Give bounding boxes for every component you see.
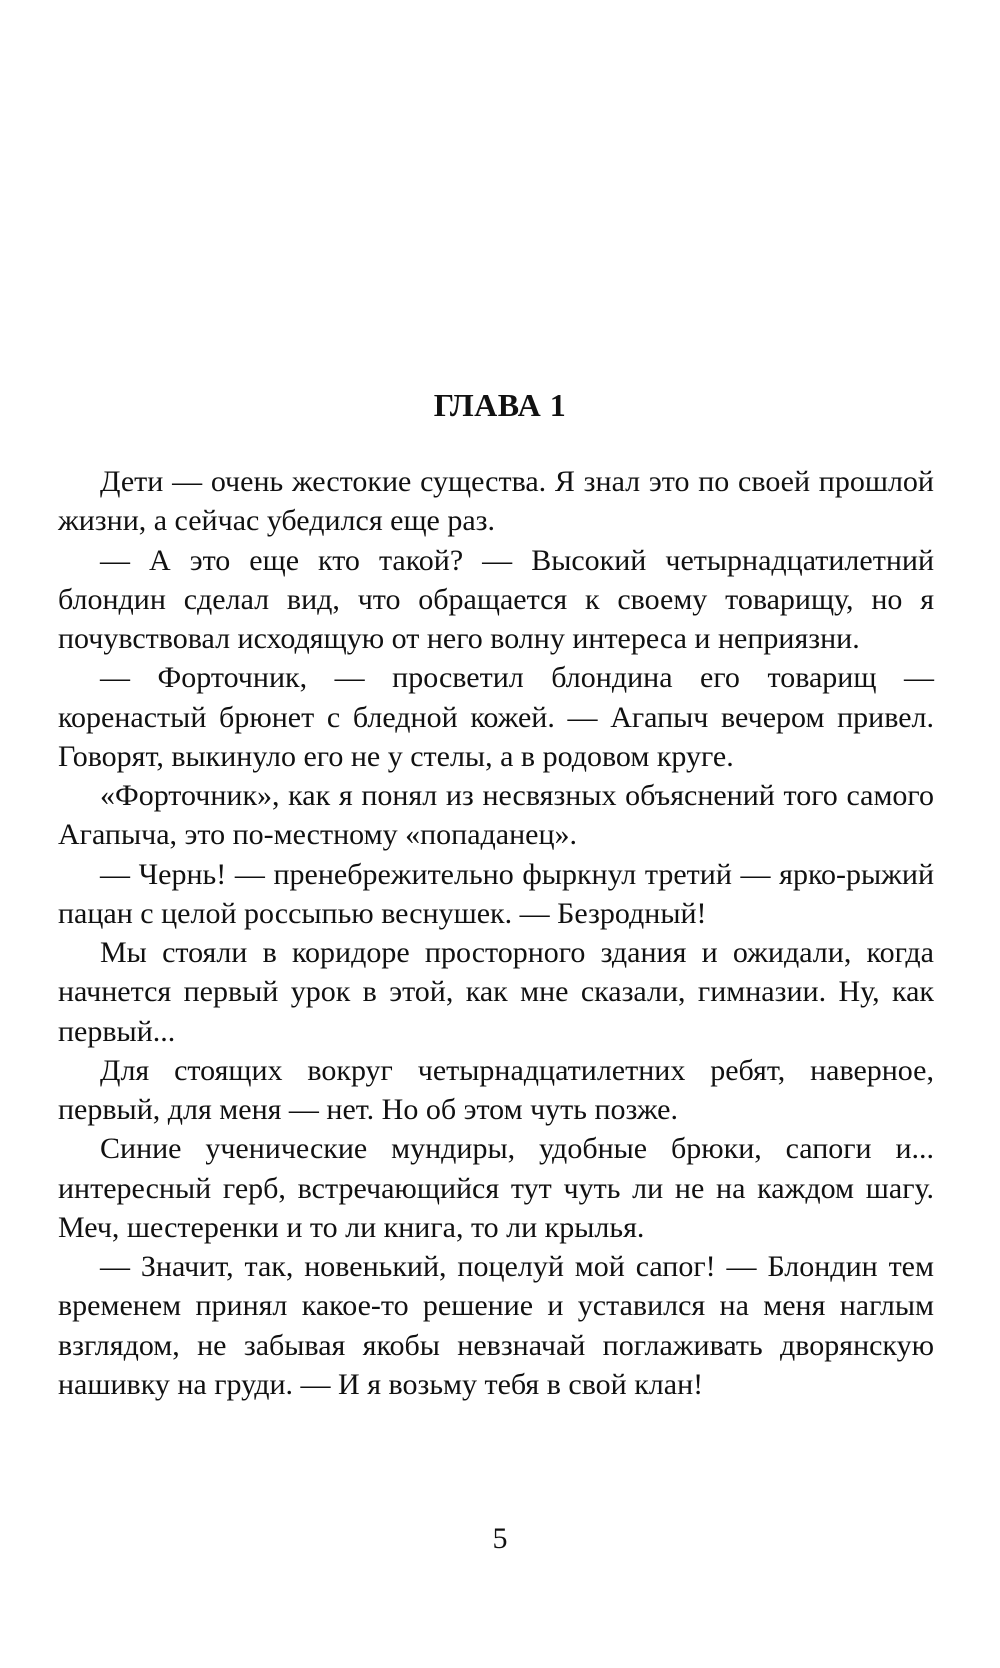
page-number: 5	[492, 1522, 508, 1555]
paragraph-9: — Значит, так, новенький, поцелуй мой сапог! — Блондин тем временем принял какое-то решение и уставился на меня наглым взглядом, не забывая якобы невзначай поглаживать дворянскую нашивку на груди. — И я возьму тебя в свой клан!	[58, 1250, 934, 1401]
paragraph-7: Для стоящих вокруг четырнадцатилетних ребят, наверное, первый, для меня — нет. Но об этом чуть позже.	[58, 1053, 934, 1126]
paragraph-6: Мы стояли в коридоре просторного здания и ожидали, когда начнется первый урок в этой, как мне сказали, гимназии. Ну, как первый...	[58, 936, 934, 1048]
paragraph-4: «Форточник», как я понял из несвязных объяснений того самого Агапыча, это по-местному «попаданец».	[58, 779, 934, 852]
body-text	[58, 462, 934, 1404]
paragraph-2: — А это еще кто такой? — Высокий четырнадцатилетний блондин сделал вид, что обращается к своему товарищу, но я почувствовал исходящую от него волну интереса и неприязни.	[58, 543, 934, 655]
paragraph-5: — Чернь! — пренебрежительно фыркнул третий — ярко-рыжий пацан с целой россыпью веснушек. — Безродный!	[58, 857, 934, 930]
chapter-title: ГЛАВА 1	[433, 387, 567, 423]
paragraph-3: — Форточник, — просветил блондина его товарищ — коренастый брюнет с бледной кожей. — Агапыч вечером привел. Говорят, выкинуло его не у стелы, а в родовом круге.	[58, 661, 934, 773]
paragraph-8: Синие ученические мундиры, удобные брюки, сапоги и... интересный герб, встречающийся тут чуть ли не на каждом шагу. Меч, шестеренки и то ли книга, то ли крылья.	[58, 1132, 934, 1244]
paragraph-1: Дети — очень жестокие существа. Я знал это по своей прошлой жизни, а сейчас убедился еще раз.	[58, 465, 934, 538]
